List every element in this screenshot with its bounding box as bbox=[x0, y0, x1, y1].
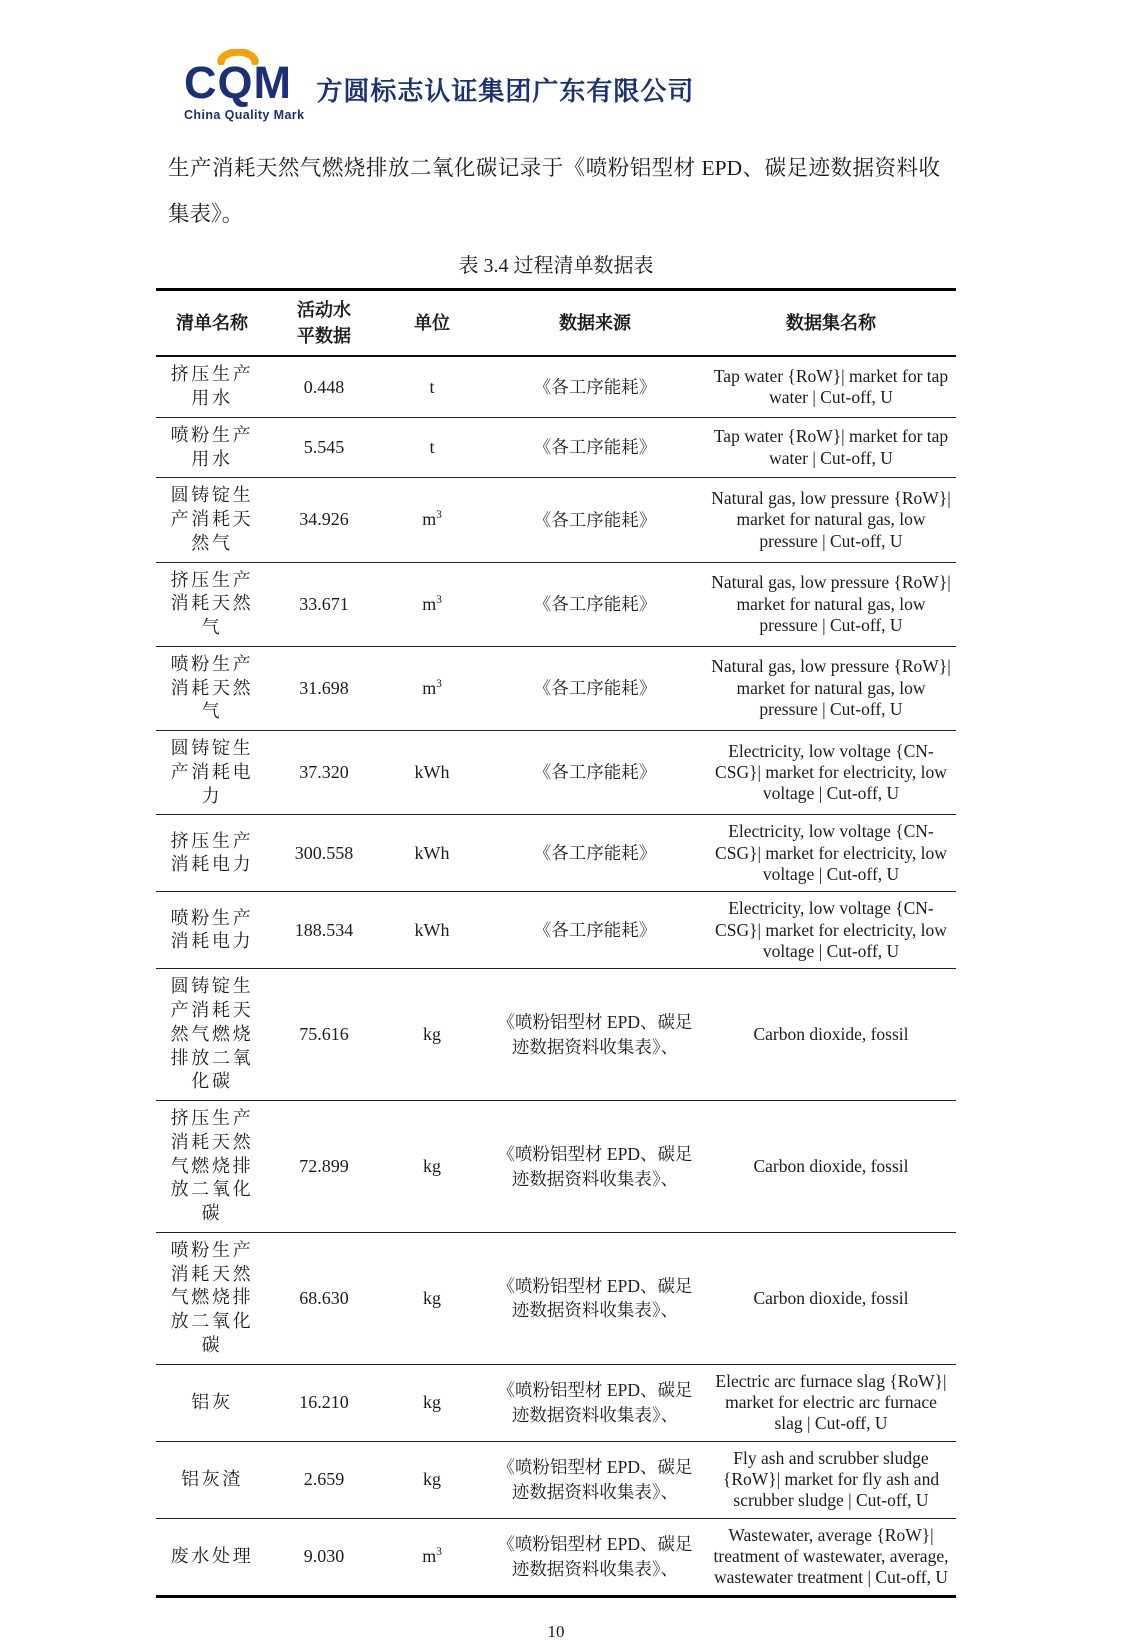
unit-text: $m^3$ bbox=[422, 509, 442, 530]
activity-value-text: 5.545 bbox=[303, 437, 345, 458]
cell-unit bbox=[380, 815, 484, 892]
cell-activity-value bbox=[268, 478, 380, 562]
inventory-name-text: 挤压生产消耗天然气 bbox=[170, 569, 254, 638]
cell-data-source bbox=[484, 417, 706, 478]
inventory-name-text: 挤压生产消耗天然气燃烧排放二氧化碳 bbox=[170, 1108, 254, 1224]
unit-text: kWh bbox=[414, 919, 450, 940]
dataset-name-text: Carbon dioxide, fossil bbox=[753, 1155, 909, 1176]
dataset-name-text: Electricity, low voltage {CN-CSG}| market for electricity, low voltage | Cut-off, U bbox=[715, 821, 947, 885]
cell-activity-value bbox=[268, 815, 380, 892]
cell-inventory-name bbox=[156, 1101, 268, 1233]
dataset-name-text: Natural gas, low pressure {RoW}| market for natural gas, low pressure | Cut-off, U bbox=[711, 487, 951, 551]
cell-unit bbox=[380, 892, 484, 969]
cell-inventory-name bbox=[156, 731, 268, 815]
cell-dataset-name bbox=[706, 646, 956, 730]
table-row bbox=[156, 646, 956, 730]
table-row bbox=[156, 1101, 956, 1233]
table-row bbox=[156, 417, 956, 478]
cell-data-source bbox=[484, 1232, 706, 1364]
cell-dataset-name bbox=[706, 562, 956, 646]
cell-activity-value bbox=[268, 969, 380, 1101]
unit-text: kg bbox=[423, 1469, 441, 1490]
company-name: 方圆标志认证集团广东有限公司 bbox=[316, 76, 695, 106]
cell-dataset-name bbox=[706, 969, 956, 1101]
table-header bbox=[156, 290, 956, 357]
table-row bbox=[156, 892, 956, 969]
cell-data-source bbox=[484, 1518, 706, 1596]
cell-unit bbox=[380, 1441, 484, 1518]
unit-text: kg bbox=[423, 1287, 441, 1308]
table-row bbox=[156, 731, 956, 815]
header-label: 数据集名称 bbox=[786, 313, 876, 334]
cell-activity-value bbox=[268, 892, 380, 969]
cell-activity-value bbox=[268, 417, 380, 478]
header-activity-data bbox=[268, 290, 380, 357]
activity-value-text: 34.926 bbox=[299, 509, 349, 530]
cell-data-source bbox=[484, 731, 706, 815]
unit-text: kWh bbox=[414, 842, 450, 863]
dataset-name-text: Natural gas, low pressure {RoW}| market for natural gas, low pressure | Cut-off, U bbox=[711, 572, 951, 635]
dataset-name-text: Electricity, low voltage {CN-CSG}| market for electricity, low voltage | Cut-off, U bbox=[715, 898, 947, 962]
unit-text: $m^3$ bbox=[422, 593, 442, 614]
cell-unit bbox=[380, 478, 484, 562]
cell-unit bbox=[380, 562, 484, 646]
table-row bbox=[156, 1232, 956, 1364]
cell-dataset-name bbox=[706, 892, 956, 969]
cell-activity-value bbox=[268, 1232, 380, 1364]
header-label: 单位 bbox=[414, 313, 450, 334]
cell-activity-value bbox=[268, 356, 380, 417]
activity-value-text: 75.616 bbox=[299, 1024, 349, 1045]
cell-inventory-name bbox=[156, 478, 268, 562]
cell-activity-value bbox=[268, 731, 380, 815]
cell-activity-value bbox=[268, 562, 380, 646]
cell-data-source bbox=[484, 1101, 706, 1233]
cell-activity-value bbox=[268, 1101, 380, 1233]
cell-inventory-name bbox=[156, 1518, 268, 1596]
cqm-logo-text: CQM bbox=[184, 57, 292, 108]
inventory-name-text: 铝灰 bbox=[191, 1391, 233, 1412]
cell-data-source bbox=[484, 562, 706, 646]
header-label: 清单名称 bbox=[176, 313, 248, 334]
cell-unit bbox=[380, 969, 484, 1101]
data-source-text: 《各工序能耗》 bbox=[533, 920, 657, 941]
unit-text: kWh bbox=[414, 762, 450, 783]
logo bbox=[184, 57, 956, 122]
inventory-name-text: 喷粉生产用水 bbox=[170, 424, 254, 469]
cell-unit bbox=[380, 1364, 484, 1441]
cell-data-source bbox=[484, 1441, 706, 1518]
cell-inventory-name bbox=[156, 1441, 268, 1518]
cell-data-source bbox=[484, 356, 706, 417]
cell-inventory-name bbox=[156, 969, 268, 1101]
data-source-text: 《喷粉铝型材 EPD、碳足迹数据资料收集表》、 bbox=[497, 1380, 693, 1425]
inventory-name-text: 挤压生产消耗电力 bbox=[170, 830, 254, 875]
cell-dataset-name bbox=[706, 356, 956, 417]
unit-text: $m^3$ bbox=[422, 1546, 442, 1567]
data-source-text: 《各工序能耗》 bbox=[533, 678, 657, 699]
table-body bbox=[156, 356, 956, 1596]
data-source-text: 《喷粉铝型材 EPD、碳足迹数据资料收集表》、 bbox=[497, 1534, 693, 1579]
cell-dataset-name bbox=[706, 731, 956, 815]
body-paragraph: 生产消耗天然气燃烧排放二氧化碳记录于《喷粉铝型材 EPD、碳足迹数据资料收集表》。 bbox=[168, 156, 940, 226]
activity-value-text: 37.320 bbox=[299, 762, 349, 783]
cell-inventory-name bbox=[156, 1232, 268, 1364]
activity-value-text: 0.448 bbox=[303, 376, 345, 397]
header-unit bbox=[380, 290, 484, 357]
table-row bbox=[156, 356, 956, 417]
header-label: 数据来源 bbox=[559, 313, 631, 334]
table-row bbox=[156, 969, 956, 1101]
cell-inventory-name bbox=[156, 815, 268, 892]
table-row bbox=[156, 815, 956, 892]
inventory-name-text: 圆铸锭生产消耗天然气 bbox=[170, 485, 254, 553]
cell-data-source bbox=[484, 1364, 706, 1441]
cell-data-source bbox=[484, 892, 706, 969]
dataset-name-text: Electric arc furnace slag {RoW}| market for electric arc furnace slag | Cut-off, U bbox=[715, 1370, 947, 1434]
dataset-name-text: Electricity, low voltage {CN-CSG}| market for electricity, low voltage | Cut-off, U bbox=[715, 740, 947, 804]
logo-tagline: China Quality Mark bbox=[184, 108, 305, 122]
cell-unit bbox=[380, 1101, 484, 1233]
header-inventory-name bbox=[156, 290, 268, 357]
activity-value-text: 31.698 bbox=[299, 677, 349, 698]
activity-value-text: 33.671 bbox=[299, 593, 349, 614]
page-number: 10 bbox=[547, 1621, 565, 1641]
inventory-name-text: 圆铸锭生产消耗天然气燃烧排放二氧化碳 bbox=[170, 976, 254, 1092]
activity-value-text: 9.030 bbox=[303, 1546, 345, 1567]
table-row bbox=[156, 1518, 956, 1596]
data-source-text: 《各工序能耗》 bbox=[533, 437, 657, 458]
inventory-name-text: 铝灰渣 bbox=[180, 1468, 244, 1489]
data-source-text: 《各工序能耗》 bbox=[533, 509, 657, 530]
cell-dataset-name bbox=[706, 1232, 956, 1364]
cell-inventory-name bbox=[156, 892, 268, 969]
cell-inventory-name bbox=[156, 646, 268, 730]
cqm-crown-arc-icon bbox=[217, 49, 259, 65]
table-title: 表 3.4 过程清单数据表 bbox=[458, 255, 654, 278]
cell-dataset-name bbox=[706, 1518, 956, 1596]
data-source-text: 《各工序能耗》 bbox=[533, 762, 657, 783]
process-inventory-table bbox=[156, 288, 956, 1598]
unit-text: t bbox=[429, 376, 435, 397]
dataset-name-text: Carbon dioxide, fossil bbox=[753, 1287, 909, 1308]
cell-activity-value bbox=[268, 1441, 380, 1518]
cell-dataset-name bbox=[706, 478, 956, 562]
cell-unit bbox=[380, 356, 484, 417]
dataset-name-text: Tap water {RoW}| market for tap water | Cut-off, U bbox=[713, 365, 949, 408]
data-source-text: 《各工序能耗》 bbox=[533, 843, 657, 864]
cell-dataset-name bbox=[706, 1101, 956, 1233]
unit-text: kg bbox=[423, 1024, 441, 1045]
cell-activity-value bbox=[268, 1364, 380, 1441]
dataset-name-text: Natural gas, low pressure {RoW}| market for natural gas, low pressure | Cut-off, U bbox=[711, 656, 951, 720]
cell-dataset-name bbox=[706, 1441, 956, 1518]
data-source-text: 《喷粉铝型材 EPD、碳足迹数据资料收集表》、 bbox=[497, 1144, 693, 1189]
cell-data-source bbox=[484, 969, 706, 1101]
cell-data-source bbox=[484, 815, 706, 892]
unit-text: t bbox=[429, 437, 435, 458]
cell-inventory-name bbox=[156, 1364, 268, 1441]
inventory-name-text: 挤压生产用水 bbox=[170, 364, 254, 409]
activity-value-text: 188.534 bbox=[294, 919, 354, 940]
cell-dataset-name bbox=[706, 417, 956, 478]
cell-unit bbox=[380, 417, 484, 478]
activity-value-text: 300.558 bbox=[294, 842, 354, 863]
data-source-text: 《喷粉铝型材 EPD、碳足迹数据资料收集表》、 bbox=[497, 1275, 693, 1321]
cell-unit bbox=[380, 646, 484, 730]
data-source-text: 《喷粉铝型材 EPD、碳足迹数据资料收集表》、 bbox=[497, 1457, 693, 1502]
cell-inventory-name bbox=[156, 562, 268, 646]
unit-text: kg bbox=[423, 1392, 441, 1413]
unit-text: kg bbox=[423, 1156, 441, 1177]
table-row bbox=[156, 478, 956, 562]
cell-data-source bbox=[484, 646, 706, 730]
table-row bbox=[156, 1441, 956, 1518]
header-data-source bbox=[484, 290, 706, 357]
inventory-name-text: 喷粉生产消耗天然气燃烧排放二氧化碳 bbox=[170, 1239, 254, 1355]
inventory-name-text: 喷粉生产消耗天然气 bbox=[170, 653, 254, 722]
activity-value-text: 68.630 bbox=[299, 1287, 349, 1308]
data-source-text: 《各工序能耗》 bbox=[533, 376, 657, 397]
cell-inventory-name bbox=[156, 417, 268, 478]
inventory-name-text: 圆铸锭生产消耗电力 bbox=[170, 738, 254, 806]
dataset-name-text: Wastewater, average {RoW}| treatment of wastewater, average, wastewater treatment | Cut-off, U bbox=[713, 1524, 949, 1588]
dataset-name-text: Carbon dioxide, fossil bbox=[753, 1024, 909, 1045]
header-label: 活动水平数据 bbox=[297, 300, 351, 347]
cell-unit bbox=[380, 1232, 484, 1364]
activity-value-text: 16.210 bbox=[299, 1392, 349, 1413]
inventory-name-text: 喷粉生产消耗电力 bbox=[170, 907, 254, 952]
header-dataset-name bbox=[706, 290, 956, 357]
cell-activity-value bbox=[268, 1518, 380, 1596]
data-source-text: 《喷粉铝型材 EPD、碳足迹数据资料收集表》、 bbox=[497, 1012, 693, 1057]
cell-unit bbox=[380, 731, 484, 815]
cqm-logo-mark bbox=[184, 57, 305, 122]
dataset-name-text: Fly ash and scrubber sludge {RoW}| market for fly ash and scrubber sludge | Cut-off, U bbox=[722, 1447, 940, 1511]
data-source-text: 《各工序能耗》 bbox=[533, 593, 657, 614]
cell-dataset-name bbox=[706, 1364, 956, 1441]
table-row bbox=[156, 1364, 956, 1441]
cell-inventory-name bbox=[156, 356, 268, 417]
cell-activity-value bbox=[268, 646, 380, 730]
cell-unit bbox=[380, 1518, 484, 1596]
activity-value-text: 2.659 bbox=[303, 1469, 345, 1490]
cell-dataset-name bbox=[706, 815, 956, 892]
header-row bbox=[156, 290, 956, 357]
activity-value-text: 72.899 bbox=[299, 1156, 349, 1177]
unit-text: $m^3$ bbox=[422, 677, 442, 698]
cell-data-source bbox=[484, 478, 706, 562]
inventory-name-text: 废水处理 bbox=[170, 1545, 254, 1566]
table-row bbox=[156, 562, 956, 646]
dataset-name-text: Tap water {RoW}| market for tap water | Cut-off, U bbox=[713, 426, 949, 468]
